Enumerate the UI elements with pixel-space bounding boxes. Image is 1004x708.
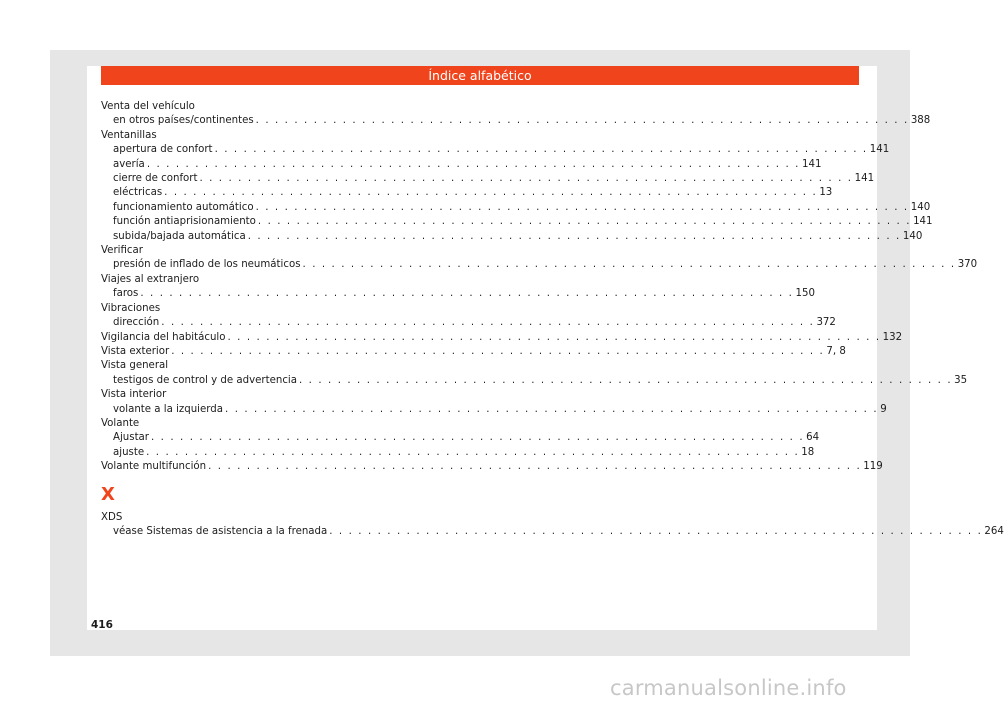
entry-page-ref: 372	[816, 317, 836, 329]
entry-term: Ajustar	[113, 432, 149, 444]
entry-page-ref: 140	[902, 230, 923, 242]
entry-term: Vista exterior	[101, 345, 170, 357]
entry-page-ref: 119	[863, 461, 883, 473]
entry-page-ref: 370	[957, 259, 978, 271]
entry-term: testigos de control y de advertencia	[113, 374, 297, 386]
entry-term: véase Sistemas de asistencia a la frenada	[113, 525, 328, 537]
index-heading: Vista interior	[101, 389, 167, 401]
entry-page-ref: 18	[801, 446, 815, 458]
entry-term: ajuste	[113, 446, 145, 458]
dot-leader: . . . . . . . . . . . . . . . . . . . . . . . . . . . . . . . . . . . . . . . . . . . . . . . . . . . . . . . . . . . . . . . . . . . .	[161, 317, 815, 329]
entry-page-ref: 132	[882, 331, 903, 343]
index-heading: Vista general	[101, 360, 169, 372]
dot-leader: . . . . . . . . . . . . . . . . . . . . . . . . . . . . . . . . . . . . . . . . . . . . . . . . . . . . . . . . . . . . . . . . . . . .	[247, 230, 901, 242]
entry-page-ref: 35	[954, 374, 968, 386]
entry-term: apertura de confort	[113, 144, 213, 156]
dot-leader: . . . . . . . . . . . . . . . . . . . . . . . . . . . . . . . . . . . . . . . . . . . . . . . . . . . . . . . . . . . . . . . . . . . .	[302, 259, 956, 271]
dot-leader: . . . . . . . . . . . . . . . . . . . . . . . . . . . . . . . . . . . . . . . . . . . . . . . . . . . . . . . . . . . . . . . . . . . .	[151, 432, 805, 444]
index-heading: XDS	[101, 511, 123, 523]
index-subentry	[101, 403, 887, 417]
index-subentry	[101, 158, 822, 172]
entry-page-ref: 141	[854, 173, 875, 185]
index-subentry	[101, 143, 890, 157]
entry-term: subida/bajada automática	[113, 230, 246, 242]
entry-page-ref: 388	[910, 115, 931, 127]
dot-leader: . . . . . . . . . . . . . . . . . . . . . . . . . . . . . . . . . . . . . . . . . . . . . . . . . . . . . . . . . . . . . . . . . . . .	[146, 158, 800, 170]
entry-page-ref: 141	[913, 216, 933, 228]
dot-leader: . . . . . . . . . . . . . . . . . . . . . . . . . . . . . . . . . . . . . . . . . . . . . . . . . . . . . . . . . . . . . . . . . . . .	[164, 187, 818, 199]
index-subentry	[101, 201, 931, 215]
index-heading: Volante	[101, 417, 140, 429]
section-title: Índice alfabético	[428, 68, 532, 83]
dot-leader: . . . . . . . . . . . . . . . . . . . . . . . . . . . . . . . . . . . . . . . . . . . . . . . . . . . . . . . . . . . . . . . . . . . .	[257, 216, 912, 228]
index-subentry	[101, 446, 815, 460]
dot-leader: . . . . . . . . . . . . . . . . . . . . . . . . . . . . . . . . . . . . . . . . . . . . . . . . . . . . . . . . . . . . . . . . . . . .	[329, 525, 983, 537]
entry-term: en otros países/continentes	[113, 115, 254, 127]
entry-term: Vigilancia del habitáculo	[101, 331, 226, 343]
index-subentry	[101, 525, 1004, 539]
dot-leader: . . . . . . . . . . . . . . . . . . . . . . . . . . . . . . . . . . . . . . . . . . . . . . . . . . . . . . . . . . . . . . . . . . . .	[255, 115, 909, 127]
entry-page-ref: 150	[795, 288, 815, 300]
dot-leader: . . . . . . . . . . . . . . . . . . . . . . . . . . . . . . . . . . . . . . . . . . . . . . . . . . . . . . . . . . . . . . . . . . . .	[171, 345, 825, 357]
index-entry	[101, 331, 903, 345]
index-heading: Venta del vehículo	[101, 101, 195, 112]
dot-leader: . . . . . . . . . . . . . . . . . . . . . . . . . . . . . . . . . . . . . . . . . . . . . . . . . . . . . . . . . . . . . . . . . . . .	[225, 403, 879, 415]
entry-term: eléctricas	[113, 187, 163, 199]
entry-term: faros	[113, 288, 139, 300]
index-entry	[101, 460, 883, 474]
index-subentry	[101, 172, 875, 186]
entry-term: cierre de confort	[113, 173, 198, 185]
entry-term: función antiaprisionamiento	[113, 216, 256, 228]
index-subentry	[101, 230, 923, 244]
entry-term: funcionamiento automático	[113, 201, 254, 213]
entry-term: volante a la izquierda	[113, 403, 224, 415]
section-header	[101, 66, 859, 85]
entry-page-ref: 64	[806, 432, 820, 444]
dot-leader: . . . . . . . . . . . . . . . . . . . . . . . . . . . . . . . . . . . . . . . . . . . . . . . . . . . . . . . . . . . . . . . . . . . .	[214, 144, 868, 156]
index-subentry	[101, 258, 978, 272]
index-subentry	[101, 316, 836, 330]
index-entry	[101, 345, 846, 359]
entry-page-ref: 7, 8	[826, 345, 846, 357]
entry-term: dirección	[113, 317, 160, 329]
alphabetical-index	[101, 100, 1004, 539]
entry-page-ref: 141	[801, 158, 822, 170]
dot-leader: . . . . . . . . . . . . . . . . . . . . . . . . . . . . . . . . . . . . . . . . . . . . . . . . . . . . . . . . . . . . . . . . . . . .	[146, 446, 800, 458]
watermark-text: carmanualsonline.info	[610, 676, 847, 700]
entry-page-ref: 264	[984, 525, 1004, 537]
index-heading: Verificar	[101, 245, 143, 257]
index-heading: Ventanillas	[101, 129, 157, 141]
dot-leader: . . . . . . . . . . . . . . . . . . . . . . . . . . . . . . . . . . . . . . . . . . . . . . . . . . . . . . . . . . . . . . . . . . . .	[199, 173, 853, 185]
entry-term: Volante multifunción	[101, 461, 207, 473]
dot-leader: . . . . . . . . . . . . . . . . . . . . . . . . . . . . . . . . . . . . . . . . . . . . . . . . . . . . . . . . . . . . . . . . . . . .	[299, 374, 953, 386]
page-number: 416	[91, 619, 113, 631]
index-letter-heading: X	[101, 483, 115, 505]
dot-leader: . . . . . . . . . . . . . . . . . . . . . . . . . . . . . . . . . . . . . . . . . . . . . . . . . . . . . . . . . . . . . . . . . . . .	[208, 461, 862, 473]
dot-leader: . . . . . . . . . . . . . . . . . . . . . . . . . . . . . . . . . . . . . . . . . . . . . . . . . . . . . . . . . . . . . . . . . . . .	[255, 201, 909, 213]
index-heading: Viajes al extranjero	[101, 273, 200, 285]
index-subentry	[101, 431, 820, 445]
entry-page-ref: 13	[819, 187, 833, 199]
index-subentry	[101, 287, 815, 301]
entry-term: presión de inflado de los neumáticos	[113, 259, 301, 271]
index-subentry	[101, 374, 968, 388]
index-subentry	[101, 186, 833, 200]
index-subentry	[101, 114, 931, 128]
entry-page-ref: 140	[910, 201, 931, 213]
entry-page-ref: 141	[869, 144, 890, 156]
index-heading: Vibraciones	[101, 302, 161, 314]
entry-term: avería	[113, 158, 145, 170]
index-subentry	[101, 215, 933, 229]
dot-leader: . . . . . . . . . . . . . . . . . . . . . . . . . . . . . . . . . . . . . . . . . . . . . . . . . . . . . . . . . . . . . . . . . . . .	[140, 288, 794, 300]
entry-page-ref: 9	[880, 403, 887, 415]
dot-leader: . . . . . . . . . . . . . . . . . . . . . . . . . . . . . . . . . . . . . . . . . . . . . . . . . . . . . . . . . . . . . . . . . . . .	[227, 331, 881, 343]
